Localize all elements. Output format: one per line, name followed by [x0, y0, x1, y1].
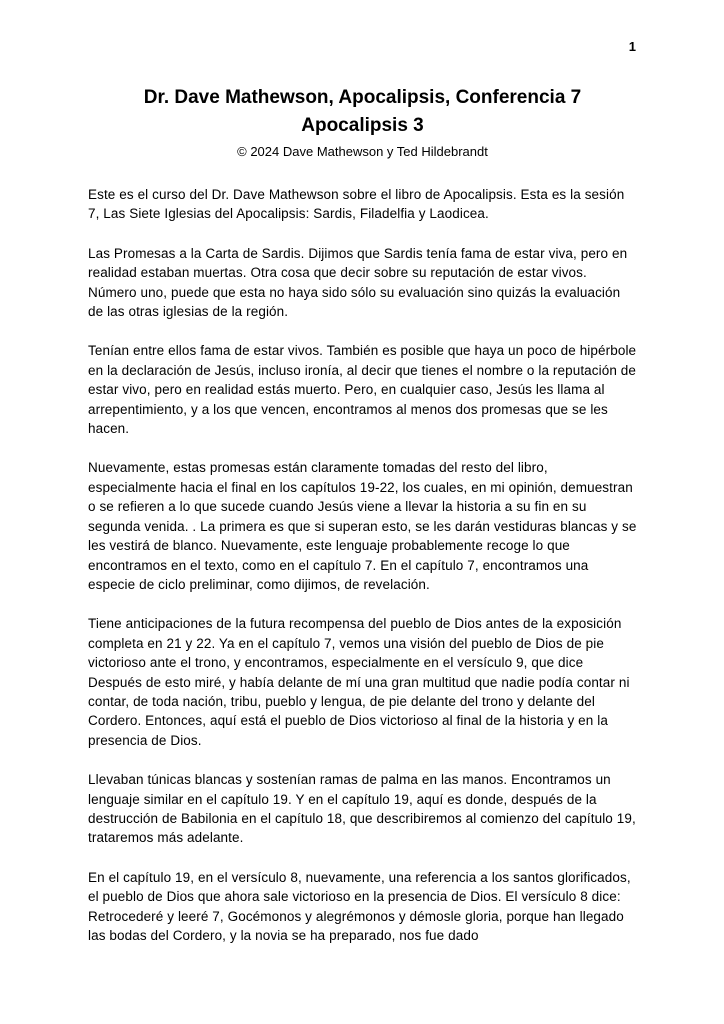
paragraph-1: Este es el curso del Dr. Dave Mathewson sobre el libro de Apocalipsis. Esta es la sesión 7, Las Siete Iglesias del Apocalipsis: Sardis, Filadelfia y Laodicea. — [88, 187, 625, 222]
paragraph-4: Nuevamente, estas promesas están claramente tomadas del resto del libro, especialmente hacia el final en los capítulos 19-22, los cuales, en mi opinión, demuestran o se refieren a lo que sucede cuando Jesús viene a llevar la historia a su fin en su segunda venida. . La primera es que si superan esto, se les darán vestiduras blancas y se les vestirá de blanco. Nuevamente, este lenguaje probablemente recoge lo que encontramos en el texto, como en el capítulo 7. En el capítulo 7, encontramos una especie de ciclo preliminar, como dijimos, de revelación. — [88, 460, 637, 592]
paragraph-7: En el capítulo 19, en el versículo 8, nuevamente, una referencia a los santos glorificados, el pueblo de Dios que ahora sale victorioso en la presencia de Dios. El versículo 8 dice: Retrocederé y leeré 7, Gocémonos y alegrémonos y démosle gloria, porque han llegado las bodas del Cordero, y la novia se ha preparado, nos fue dado — [88, 869, 631, 943]
document-title — [88, 84, 637, 140]
paragraph-3: Tenían entre ellos fama de estar vivos. También es posible que haya un poco de hipérbole en la declaración de Jesús, incluso ironía, al decir que tienes el nombre o la reputación de estar vivo, pero en realidad estás muerto. Pero, en cualquier caso, Jesús les llama al arrepentimiento, y a los que vencen, encontramos al menos dos promesas que se les hacen. — [88, 343, 637, 437]
paragraph-6: Llevaban túnicas blancas y sostenían ramas de palma en las manos. Encontramos un lenguaje similar en el capítulo 19. Y en el capítulo 19, aquí es donde, después de la destrucción de Babilonia en el capítulo 18, que describiremos al comienzo del capítulo 19, trataremos más adelante. — [88, 772, 636, 846]
paragraph-2: Las Promesas a la Carta de Sardis. Dijimos que Sardis tenía fama de estar viva, pero en realidad estaban muertas. Otra cosa que decir sobre su reputación de estar vivos. Número uno, puede que esta no haya sido sólo su evaluación sino quizás la evaluación de las otras iglesias de la región. — [88, 245, 628, 320]
copyright-line: © 2024 Dave Mathewson y Ted Hildebrandt — [237, 144, 488, 159]
document-body — [88, 185, 637, 945]
page-number: 1 — [628, 39, 636, 54]
title-line-1: Dr. Dave Mathewson, Apocalipsis, Conferencia 7 — [143, 87, 582, 108]
paragraph-5: Tiene anticipaciones de la futura recompensa del pueblo de Dios antes de la exposición completa en 21 y 22. Ya en el capítulo 7, vemos una visión del pueblo de Dios de pie victorioso ante el trono, y encontramos, especialmente en el versículo 9, que dice Después de esto miré, y había delante de mí una gran multitud que nadie podía contar ni contar, de toda nación, tribu, pueblo y lengua, de pie delante del trono y delante del Cordero. Entonces, aquí está el pueblo de Dios victorioso al final de la historia y en la presencia de Dios. — [88, 616, 630, 748]
title-line-2: Apocalipsis 3 — [301, 115, 424, 136]
